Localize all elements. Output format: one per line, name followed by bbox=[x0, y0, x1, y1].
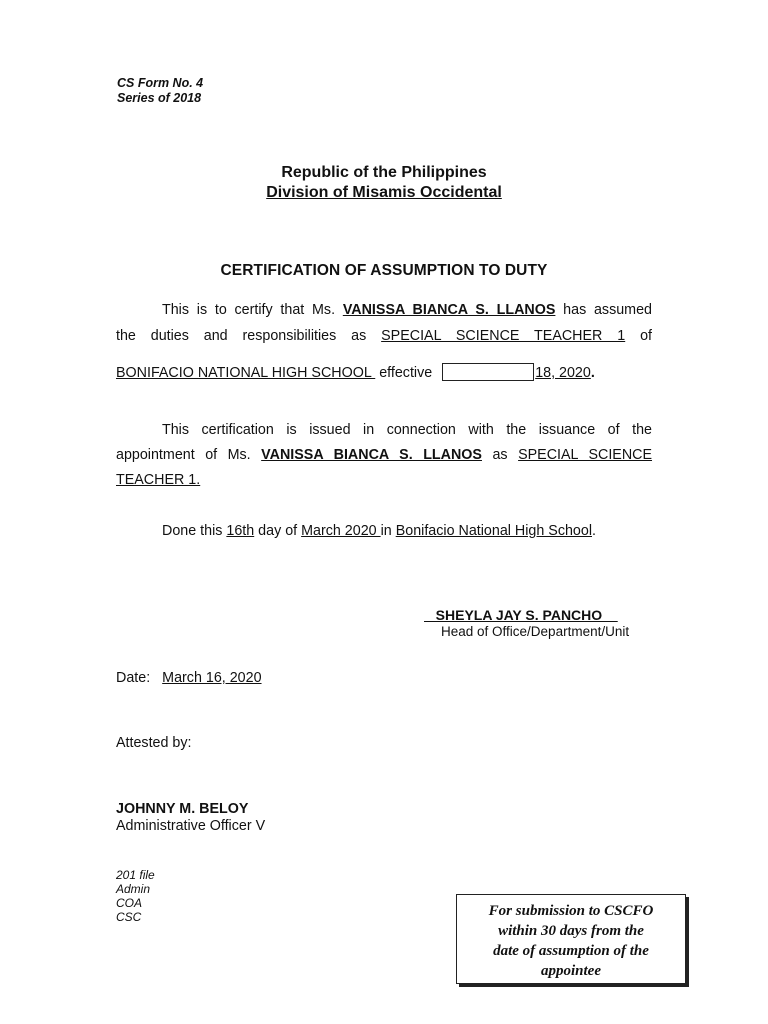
document-title: CERTIFICATION OF ASSUMPTION TO DUTY bbox=[220, 262, 548, 279]
effective-date-suffix: 18, 2020 bbox=[535, 365, 591, 381]
effective-date-box[interactable] bbox=[442, 363, 534, 381]
signatory-title: Head of Office/Department/Unit bbox=[441, 624, 630, 639]
copy-furnished-3: COA bbox=[116, 896, 143, 910]
done-month: March 2020 bbox=[301, 523, 381, 539]
submission-note-box bbox=[456, 894, 686, 984]
division-heading: Division of Misamis Occidental bbox=[266, 184, 502, 201]
note-line-2: within 30 days from the bbox=[498, 923, 644, 939]
form-series: Series of 2018 bbox=[117, 91, 202, 105]
date-value: March 16, 2020 bbox=[162, 670, 262, 686]
copy-furnished-1: 201 file bbox=[116, 868, 155, 882]
para1-line3: BONIFACIO NATIONAL HIGH SCHOOL effective 18, 2020. bbox=[116, 365, 595, 381]
copy-furnished-4: CSC bbox=[116, 910, 142, 924]
republic-heading: Republic of the Philippines bbox=[281, 164, 487, 181]
position-title-2a: SPECIAL SCIENCE bbox=[518, 447, 653, 463]
para1-line1: This is to certify that Ms. VANISSA BIANCA S. LLANOS has assumed bbox=[162, 302, 652, 318]
division-heading-wrap bbox=[0, 184, 768, 202]
para1-line2: the duties and responsibilities as SPECIAL SCIENCE TEACHER 1 of bbox=[116, 328, 653, 344]
position-title-2b: TEACHER 1. bbox=[116, 472, 201, 488]
done-day: 16th bbox=[226, 523, 255, 539]
para2-line1: This certification is issued in connection with the issuance of the bbox=[162, 422, 652, 438]
position-title: SPECIAL SCIENCE TEACHER 1 bbox=[381, 328, 626, 344]
attested-by-label: Attested by: bbox=[116, 735, 192, 751]
appointee-name: VANISSA BIANCA S. LLANOS bbox=[342, 302, 556, 318]
para2-line3 bbox=[116, 472, 652, 488]
attester-title: Administrative Officer V bbox=[116, 818, 266, 834]
copy-furnished-2: Admin bbox=[116, 882, 151, 896]
date-line bbox=[116, 670, 262, 686]
para2-line2: appointment of Ms. VANISSA BIANCA S. LLANOS as SPECIAL SCIENCE bbox=[116, 447, 653, 463]
signatory-name: SHEYLA JAY S. PANCHO bbox=[424, 607, 618, 623]
done-place: Bonifacio National High School bbox=[395, 523, 593, 539]
school-name: BONIFACIO NATIONAL HIGH SCHOOL bbox=[116, 365, 376, 381]
note-line-3: date of assumption of the bbox=[493, 943, 649, 959]
done-line: Done this 16th day of March 2020 in Bonifacio National High School. bbox=[162, 523, 596, 539]
note-line-1: For submission to CSCFO bbox=[488, 903, 654, 919]
date-label: Date: bbox=[116, 670, 151, 686]
appointee-name-2: VANISSA BIANCA S. LLANOS bbox=[261, 447, 482, 463]
form-number-block bbox=[117, 76, 203, 106]
note-line-4: appointee bbox=[541, 963, 601, 979]
attester-name: JOHNNY M. BELOY bbox=[116, 801, 249, 817]
form-number: CS Form No. 4 bbox=[117, 76, 204, 90]
